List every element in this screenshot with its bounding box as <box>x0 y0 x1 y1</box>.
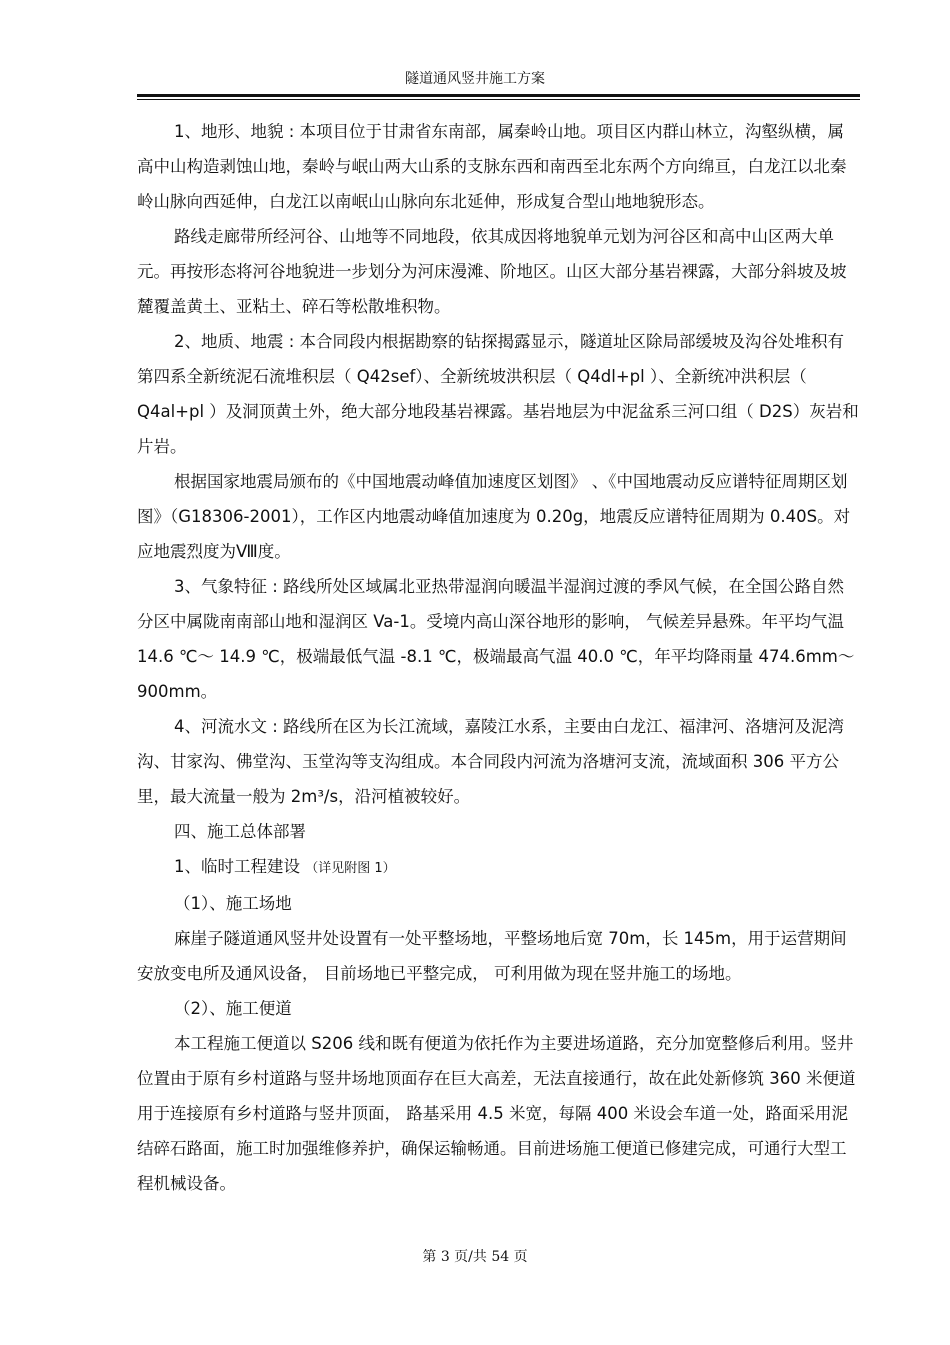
para-landform-units: 路线走廊带所经河谷、山地等不同地段，依其成因将地貌单元划为河谷区和高中山区两大单元。再按形态将河谷地貌进一步划分为河床漫滩、阶地区。山区大部分基岩裸露，大部分斜坡及坡麓覆盖黄土、亚粘土、碎石等松散堆积物。 <box>137 227 847 316</box>
header-rule-thin <box>137 99 860 100</box>
heading-temporary-works-text: 1、临时工程建设 <box>174 857 300 876</box>
heading-deployment: 四、施工总体部署 <box>174 822 306 841</box>
see-attachment-note: （详见附图 1） <box>305 861 396 876</box>
para-hydrology: 4、河流水文 : 路线所在区为长江流域，嘉陵江水系，主要由白龙江、福津河、洛塘河及泥湾沟、甘家沟、佛堂沟、玉堂沟等支沟组成。本合同段内河流为洛塘河支流，流域面积 306 平方公里，最大流量一般为 2m³/s，沿河植被较好。 <box>137 717 845 806</box>
document-header-title: 隧道通风竖井施工方案 <box>405 71 545 87</box>
para-climate: 3、气象特征 : 路线所处区域属北亚热带湿润向暖温半湿润过渡的季风气候，在全国公路自然分区中属陇南南部山地和湿润区 Va-1。受境内高山深谷地形的影响， 气候差异悬殊。年平均气温 14.6 ℃～ 14.9 ℃，极端最低气温 -8.1 ℃，极端最高气温 40.0 ℃，年平均降雨量 474.6mm～900mm。 <box>137 577 855 701</box>
document-body <box>137 114 860 1201</box>
heading-site: （1）、施工场地 <box>174 894 292 913</box>
para-access-road: 本工程施工便道以 S206 线和既有便道为依托作为主要进场道路，充分加宽整修后利用。竖井位置由于原有乡村道路与竖井场地顶面存在巨大高差，无法直接通行，故在此处新修筑 360 米便道用于连接原有乡村道路与竖井顶面， 路基采用 4.5 米宽，每隔 400 米设会车道一处，路面采用泥结碎石路面，施工时加强维修养护，确保运输畅通。目前进场施工便道已修建完成，可通行大型工程机械设备。 <box>137 1034 856 1193</box>
para-terrain: 1、地形、地貌 : 本项目位于甘肃省东南部，属秦岭山地。项目区内群山林立，沟壑纵横，属高中山构造剥蚀山地，秦岭与岷山两大山系的支脉东西和南西至北东两个方向绵亘，白龙江以北秦岭山脉向西延伸，白龙江以南岷山山脉向东北延伸，形成复合型山地地貌形态。 <box>137 122 847 211</box>
heading-access-road: （2）、施工便道 <box>174 999 292 1018</box>
heading-temporary-works <box>137 849 860 886</box>
para-seismic: 根据国家地震局颁布的《中国地震动峰值加速度区划图》 、《中国地震动反应谱特征周期区划图》（G18306-2001），工作区内地震动峰值加速度为 0.20g，地震反应谱特征周期为 0.40S。对应地震烈度为Ⅷ度。 <box>137 472 851 561</box>
header-rule-thick <box>137 94 860 97</box>
page-number: 第 3 页/共 54 页 <box>422 1249 528 1265</box>
para-site: 麻崖子隧道通风竖井处设置有一处平整场地，平整场地后宽 70m，长 145m，用于运营期间安放变电所及通风设备， 目前场地已平整完成， 可利用做为现在竖井施工的场地。 <box>137 929 847 983</box>
para-geology: 2、地质、地震 : 本合同段内根据勘察的钻探揭露显示，隧道址区除局部缓坡及沟谷处堆积有第四系全新统泥石流堆积层（ Q42sef）、全新统坡洪积层（ Q4dl+pl ）、全新统冲洪积层（ Q4al+pl ）及洞顶黄土外，绝大部分地段基岩裸露。基岩地层为中泥盆系三河口组（ D2S）灰岩和片岩。 <box>137 332 859 456</box>
